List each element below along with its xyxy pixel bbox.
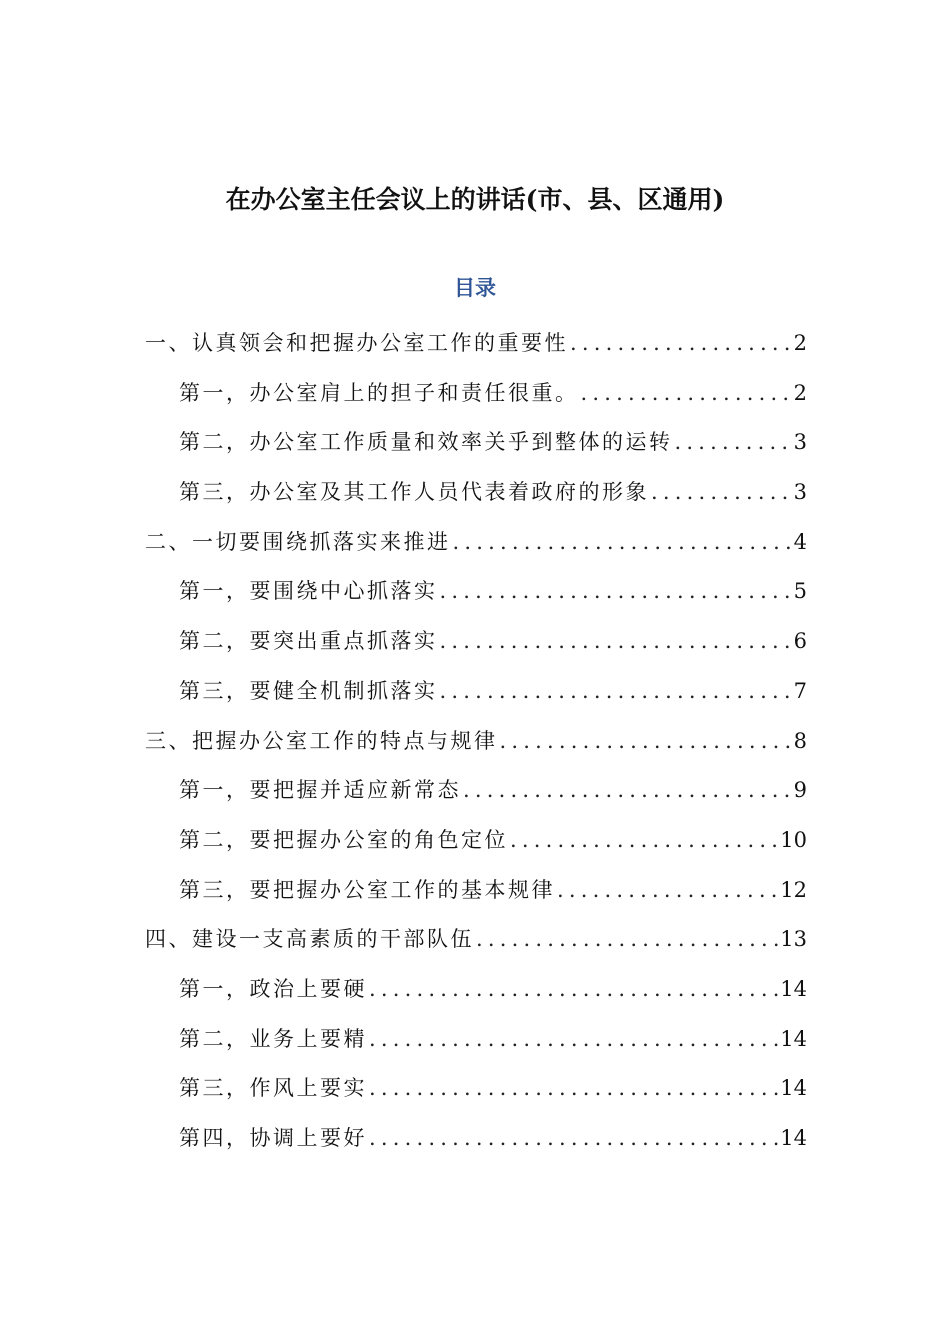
toc-page-number: 14 <box>780 1026 807 1051</box>
toc-subsection-entry[interactable] <box>145 771 807 821</box>
toc-entry-text: 第三，办公室及其工作人员代表着政府的形象 <box>179 480 649 505</box>
toc-entry-text: 第四，协调上要好 <box>179 1126 367 1150</box>
toc-dot-leader <box>463 771 792 809</box>
toc-subsection-entry[interactable] <box>145 1020 807 1070</box>
toc-page-number: 13 <box>780 927 807 952</box>
toc-subsection-entry[interactable] <box>145 821 807 871</box>
toc-dot-leader <box>369 970 778 1008</box>
toc-entry-text: 第一，要把握并适应新常态 <box>179 778 461 803</box>
toc-heading: 目录 <box>454 275 496 300</box>
document-title: 在办公室主任会议上的讲话(市、县、区通用) <box>225 185 725 214</box>
toc-dot-leader <box>369 1069 778 1107</box>
toc-dot-leader <box>440 572 792 610</box>
toc-dot-leader <box>581 374 792 412</box>
toc-dot-leader <box>440 672 792 710</box>
toc-entry-text: 第一，政治上要硬 <box>179 976 367 1001</box>
toc-dot-leader <box>510 821 778 859</box>
toc-section-entry[interactable] <box>145 722 807 772</box>
toc-page-number: 2 <box>793 380 807 405</box>
toc-page-number: 5 <box>793 579 807 604</box>
toc-page-number: 3 <box>793 430 807 455</box>
toc-subsection-entry[interactable] <box>145 970 807 1020</box>
toc-section-entry[interactable] <box>145 324 807 374</box>
toc-subsection-entry[interactable] <box>145 1069 807 1119</box>
toc-subsection-entry[interactable] <box>145 672 807 722</box>
toc-page-number: 2 <box>793 331 807 355</box>
toc-dot-leader <box>557 871 778 909</box>
toc-dot-leader <box>651 473 792 511</box>
toc-entry-text: 三、把握办公室工作的特点与规律 <box>145 728 498 753</box>
toc-dot-leader <box>675 423 792 461</box>
toc-entry-text: 第二，要把握办公室的角色定位 <box>179 827 508 852</box>
toc-page-number: 7 <box>793 678 807 703</box>
toc-entry-text: 一、认真领会和把握办公室工作的重要性 <box>145 331 568 355</box>
toc-subsection-entry[interactable] <box>145 871 807 921</box>
toc-entry-text: 第一，要围绕中心抓落实 <box>179 579 438 604</box>
toc-entry-text: 第三，要健全机制抓落实 <box>179 678 438 703</box>
toc-page-number: 10 <box>780 827 807 852</box>
toc-page-number: 6 <box>793 629 807 654</box>
toc-entry-text: 第二，要突出重点抓落实 <box>179 629 438 654</box>
toc-dot-leader <box>476 920 778 958</box>
toc-dot-leader <box>369 1020 778 1058</box>
toc-entry-text: 第二，业务上要精 <box>179 1026 367 1051</box>
toc-subsection-entry[interactable] <box>145 1119 807 1169</box>
toc-subsection-entry[interactable] <box>145 423 807 473</box>
toc-page-number: 14 <box>780 1076 807 1101</box>
toc-dot-leader <box>440 622 792 660</box>
toc-entry-text: 第三，作风上要实 <box>179 1076 367 1101</box>
toc-section-entry[interactable] <box>145 920 807 970</box>
toc-entry-text: 四、建设一支高素质的干部队伍 <box>145 927 474 952</box>
toc-subsection-entry[interactable] <box>145 473 807 523</box>
toc-subsection-entry[interactable] <box>145 622 807 672</box>
toc-entry-text: 二、一切要围绕抓落实来推进 <box>145 529 451 554</box>
toc-dot-leader <box>500 722 792 760</box>
table-of-contents <box>145 324 807 1169</box>
toc-entry-text: 第一，办公室肩上的担子和责任很重。 <box>179 380 579 405</box>
toc-page-number: 9 <box>793 778 807 803</box>
toc-dot-leader <box>369 1119 778 1157</box>
toc-page-number: 14 <box>780 976 807 1001</box>
toc-section-entry[interactable] <box>145 523 807 573</box>
toc-subsection-entry[interactable] <box>145 374 807 424</box>
toc-page-number: 3 <box>793 480 807 505</box>
toc-page-number: 4 <box>793 529 807 554</box>
toc-page-number: 8 <box>793 728 807 753</box>
toc-entry-text: 第三，要把握办公室工作的基本规律 <box>179 877 555 902</box>
toc-dot-leader <box>570 324 792 362</box>
toc-entry-text: 第二，办公室工作质量和效率关乎到整体的运转 <box>179 430 673 455</box>
toc-dot-leader <box>453 523 792 561</box>
toc-subsection-entry[interactable] <box>145 572 807 622</box>
toc-page-number: 12 <box>780 877 807 902</box>
toc-page-number: 14 <box>780 1126 807 1150</box>
